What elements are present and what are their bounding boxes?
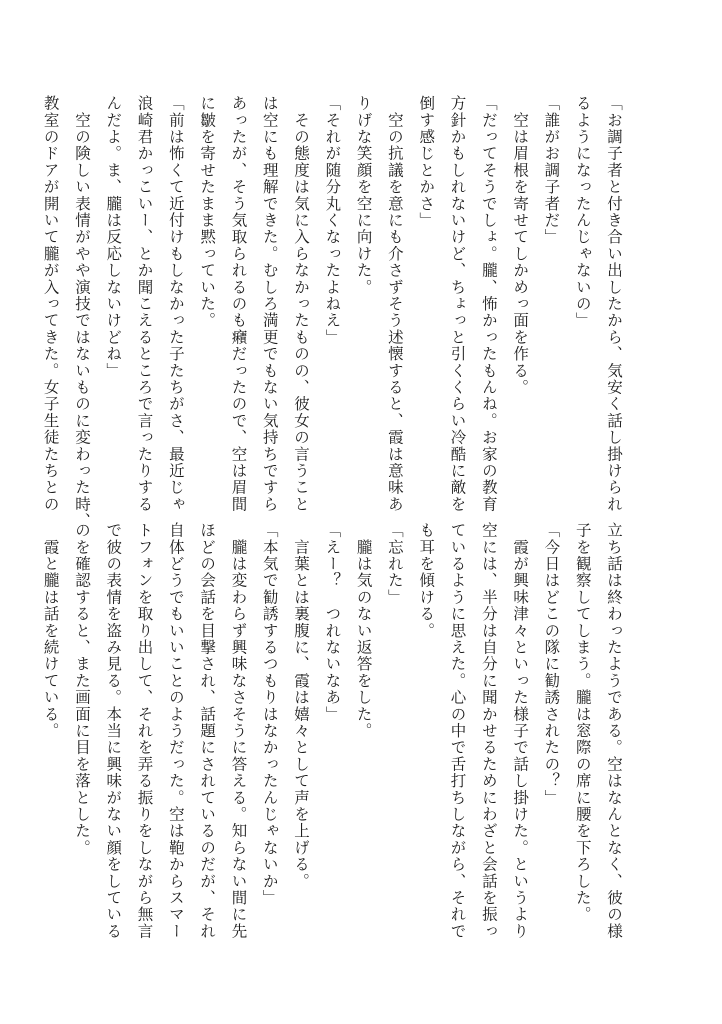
text-line: 立ち話は終わったようである。空はなんとなく、彼の様: [605, 522, 623, 940]
text-line: 子を観察してしまう。朧は窓際の席に腰を下ろした。: [573, 522, 592, 923]
text-line: に皺を寄せたまま黙っていた。: [198, 95, 217, 329]
text-line: その態度は気に入らなかったものの、彼女の言うこと: [292, 95, 311, 513]
text-line: 「お調子者と付き合い出したから、気安く話し掛けられ: [605, 95, 623, 513]
text-line: 朧は変わらず興味なさそうに答える。知らない間に先: [229, 522, 248, 940]
text-line: 教室のドアが開いて朧が入ってきた。女子生徒たちとの: [41, 95, 60, 513]
text-line: ほどの会話を目撃され、話題にされているのだが、それ: [198, 522, 217, 940]
text-line: あったが、そう気取られるのも癪だったので、空は眉間: [229, 95, 248, 513]
text-line: 朧は気のない返答をした。: [354, 522, 373, 740]
text-line: 言葉とは裏腹に、霞は嬉々として声を上げる。: [292, 522, 311, 890]
text-line: ているように思えた。心の中で舌打ちしながら、それで: [448, 522, 467, 940]
text-line: 空には、半分は自分に聞かせるためにわざと会話を振っ: [479, 522, 498, 940]
text-line: 霞が興味津々といった様子で話し掛けた。というより: [511, 522, 530, 940]
text-line: トフォンを取り出して、それを弄る振りをしながら無言: [135, 522, 154, 940]
text-line: るようになったんじゃないの」: [573, 95, 592, 329]
text-line: 「今日はどこの隊に勧誘されたの？」: [542, 522, 561, 806]
text-line: も耳を傾ける。: [417, 522, 436, 639]
text-line: 「忘れた」: [385, 522, 404, 606]
text-line: 「それが随分丸くなったよねえ」: [323, 95, 342, 346]
text-line: 「本気で勧誘するつもりはなかったんじゃないか」: [260, 522, 279, 907]
text-line: 霞と朧は話を続けている。: [41, 522, 60, 740]
text-block-upper: [34, 95, 629, 530]
text-line: 「前は怖くて近付けもしなかった子たちがさ、最近じゃ: [166, 95, 185, 513]
text-line: 「誰がお調子者だ」: [542, 95, 561, 246]
text-line: 空の険しい表情がやや演技ではないものに変わった時、: [72, 95, 91, 530]
text-line: 浪崎君かっこいー、とか聞こえるところで言ったりする: [135, 95, 154, 513]
text-line: のを確認すると、また画面に目を落とした。: [72, 522, 91, 856]
text-line: 方針かもしれないけど、ちょっと引くくらい冷酷に敵を: [448, 95, 467, 513]
text-line: んだよ。ま、朧は反応しないけどね」: [104, 95, 123, 379]
text-line: 「えー？ つれないなあ」: [323, 522, 342, 723]
text-block-lower: [34, 522, 629, 940]
text-line: 倒す感じとかさ」: [417, 95, 436, 229]
text-line: で彼の表情を盗み見る。本当に興味がない顔をしている: [104, 522, 123, 940]
text-line: 「だってそうでしょ。朧、怖かったもんね。お家の教育: [479, 95, 498, 513]
text-line: りげな笑顔を空に向けた。: [354, 95, 373, 296]
text-line: は空にも理解できた。むしろ満更でもない気持ちですら: [260, 95, 279, 513]
text-line: 空の抗議を意にも介さずそう述懐すると、霞は意味あ: [385, 95, 404, 513]
text-line: 空は眉根を寄せてしかめっ面を作る。: [511, 95, 530, 396]
text-line: 自体どうでもいいことのようだった。空は鞄からスマー: [166, 522, 185, 940]
